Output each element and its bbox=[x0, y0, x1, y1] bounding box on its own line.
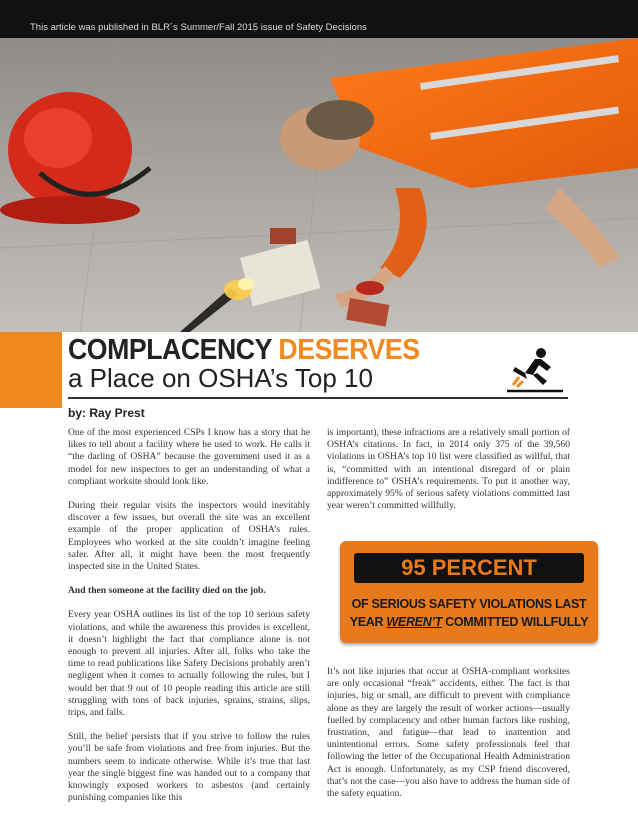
right-column-top bbox=[327, 427, 570, 524]
hero-photo bbox=[0, 38, 638, 332]
top-banner bbox=[0, 0, 638, 38]
callout-band bbox=[354, 553, 584, 583]
publication-note: This article was published in BLR´s Summer/Fall 2015 issue of Safety Decisions bbox=[30, 22, 367, 33]
callout-emphasis: WEREN’T bbox=[386, 615, 442, 629]
title-divider bbox=[68, 397, 568, 399]
title-part-1: COMPLACENCY bbox=[68, 334, 272, 366]
byline: by: Ray Prest bbox=[68, 406, 145, 420]
title-part-2: DESERVES bbox=[278, 334, 420, 366]
paragraph: It’s not like injuries that occur at OSHA-compliant worksites are only occasional “freak” accidents, either. The fact is that injuries, big or small, are difficult to prevent with compliance alone as they are largely the result of worker actions—usually fuelled by complacency and other human factors like rushing, frustration, and fatigue—that lead to inattention and unintentional errors. Some safety professionals feel that following the letter of the Occupational Health Administration Act is enough. Unfortunately, as my CSP friend discovered, that’s not the case—you also have to address the human side of the safety equation. bbox=[327, 666, 570, 800]
callout-line-1: OF SERIOUS SAFETY VIOLATIONS LAST bbox=[351, 597, 587, 611]
left-column bbox=[68, 427, 310, 816]
callout-line-2 bbox=[340, 615, 598, 629]
paragraph: During their regular visits the inspectors would inevitably discover a few issues, but overall the site was an excellent example of the proper application of OSHA’s rules. Employees who worked at the site couldn’t imagine feeling safer. After all, it might have been the most frequently inspected site in the United States. bbox=[68, 500, 310, 573]
right-column-bottom bbox=[327, 666, 570, 812]
article-subtitle: a Place on OSHA’s Top 10 bbox=[68, 363, 373, 393]
paragraph: One of the most experienced CSPs I know has a story that he likes to tell about a facility where he used to work. He calls it “the darling of OSHA” because the government used it as a model for new inspectors to get an understanding of what a compliant worksite should look like. bbox=[68, 427, 310, 487]
callout-line-2-start: YEAR bbox=[349, 615, 387, 629]
callout-line-2-end: COMMITTED WILLFULLY bbox=[441, 615, 589, 629]
paragraph: is important), these infractions are a relatively small portion of OSHA’s citations. In fact, in 2014 only 375 of the 39,560 violations in OSHA’s top 10 list were classified as willful, that is, “committed with an intentional disregard of or plain indifference to” OSHA’s requirements. To put it another way, approximately 95% of serious safety violations committed last year weren’t committed willfully. bbox=[327, 427, 570, 512]
paragraph: Every year OSHA outlines its list of the top 10 serious safety violations, and while the awareness this provides is excellent, it doesn’t highlight the fact that compliance alone is not enough to prevent all injuries. After all, folks who take the time to read publications like Safety Decisions probably aren’t negligent when it comes to actually following the rules, but I would bet that 9 out of 10 people reading this article are still struggling with tons of back injuries, sprains, strains, slips, trips, and falls. bbox=[68, 609, 310, 719]
slip-and-fall-icon bbox=[503, 345, 567, 397]
injured-worker-photo-icon bbox=[0, 38, 638, 332]
paragraph-emphasis: And then someone at the facility died on the job. bbox=[68, 585, 266, 597]
title-accent-block bbox=[0, 332, 62, 408]
callout-sign bbox=[340, 541, 598, 643]
paragraph: Still, the belief persists that if you strive to follow the rules you’ll be safe from violations and free from injuries. But the numbers seem to indicate otherwise. While it’s true that last year the single biggest fine was handed out to a company that knowingly exposed workers to asbestos (and certainly punishing companies like this bbox=[68, 731, 310, 804]
callout-big-text: 95 PERCENT bbox=[401, 555, 537, 580]
